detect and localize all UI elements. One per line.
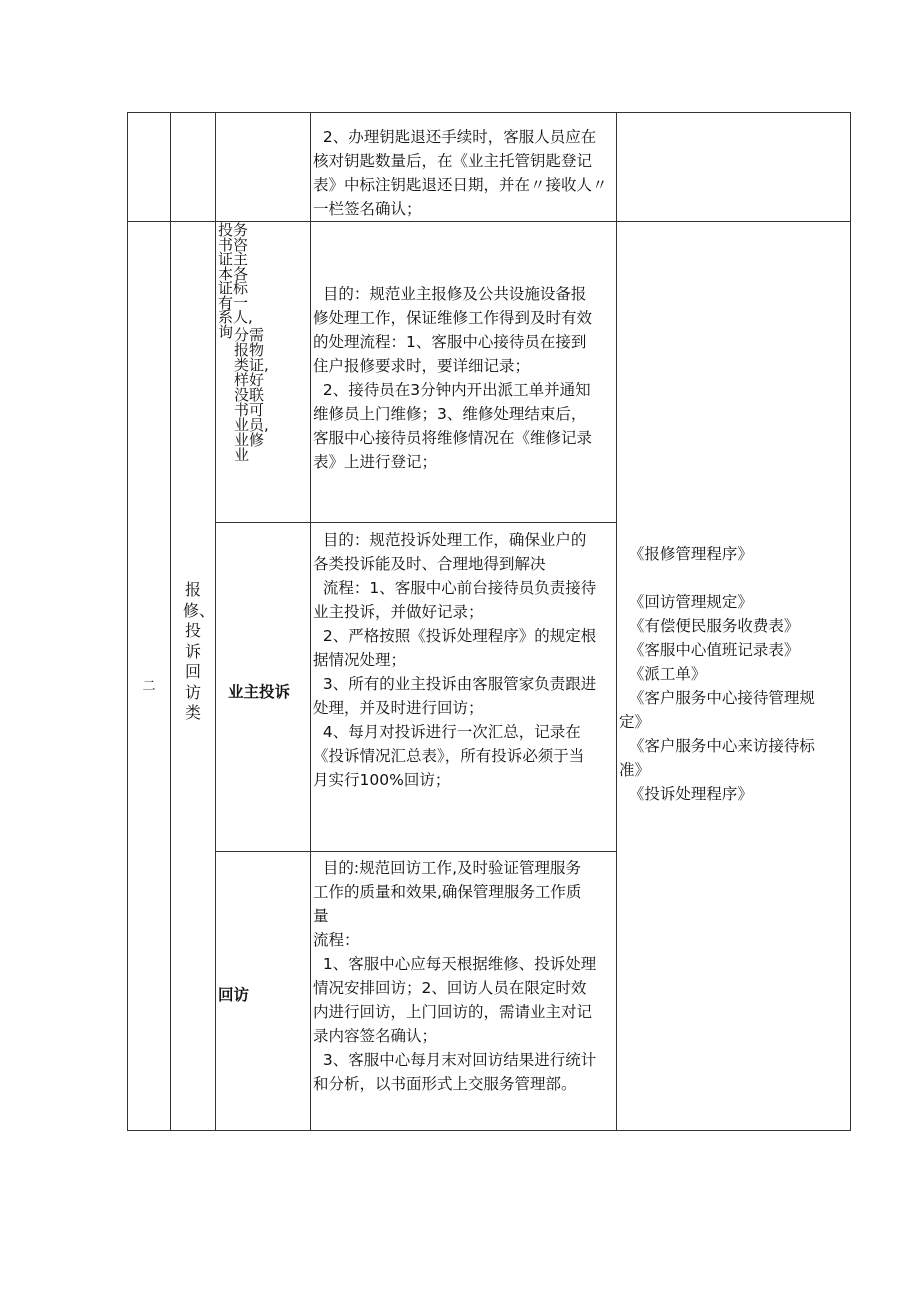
repair-item-col2: 分需报物类证,样好没联书可业员,业修业 (234, 326, 269, 464)
followup-content: 目的:规范回访工作,及时验证管理服务 工作的质量和效果,确保管理服务工作质 量 流程： 1、客服中心应每天根据维修、投诉处理 情况安排回访；2、回访人员在限定时效 内进行回访，上门回访的，需请业主对记 录内容签名确认； 3、客服中心每月末对回访结果进行统计 和分析，以书面形式上交服务管理部。 (313, 859, 597, 1093)
section-number: 二 (142, 679, 156, 694)
table-cell-top-number (127, 112, 171, 222)
table-cell-top-records (616, 112, 851, 222)
repair-item-col1: 投务书咨证主本各证标有一系人,询 (218, 221, 253, 341)
records-list: 《报修管理程序》 《回访管理规定》 《有偿便民服务收费表》 《客服中心值班记录表》 《派工单》 《客户服务中心接待管理规 定》 《客户服务中心来访接待标 准》 《投诉处理程序》 (619, 545, 815, 803)
followup-item: 回访 (218, 986, 250, 1004)
table-cell-top-item (215, 112, 311, 222)
section-category: 报修、投诉回访类 (183, 580, 216, 722)
complaint-content: 目的：规范投诉处理工作，确保业户的 各类投诉能及时、合理地得到解决 流程：1、客服中心前台接待员负责接待 业主投诉，并做好记录； 2、严格按照《投诉处理程序》的规定根 据情况处理； 3、所有的业主投诉由客服管家负责跟进 处理，并及时进行回访； 4、每月对投诉进行一次汇总，记录在 《投诉情况汇总表》，所有投诉必须于当 月实行100%回访； (313, 531, 597, 789)
table-cell-top-category (170, 112, 216, 222)
top-row-content: 2、办理钥匙退还手续时，客服人员应在 核对钥匙数量后，在《业主托管钥匙登记 表》中标注钥匙退还日期，并在〃接收人〃 一栏签名确认； (313, 128, 608, 218)
complaint-item: 业主投诉 (228, 683, 291, 701)
repair-content: 目的：规范业主报修及公共设施设备报 修处理工作，保证维修工作得到及时有效 的处理流程：1、客服中心接待员在接到 住户报修要求时，要详细记录； 2、接待员在3分钟内开出派工单并通知 维修员上门维修；3、维修处理结束后， 客服中心接待员将维修情况在《维修记录 表》上进行登记； (313, 285, 593, 471)
